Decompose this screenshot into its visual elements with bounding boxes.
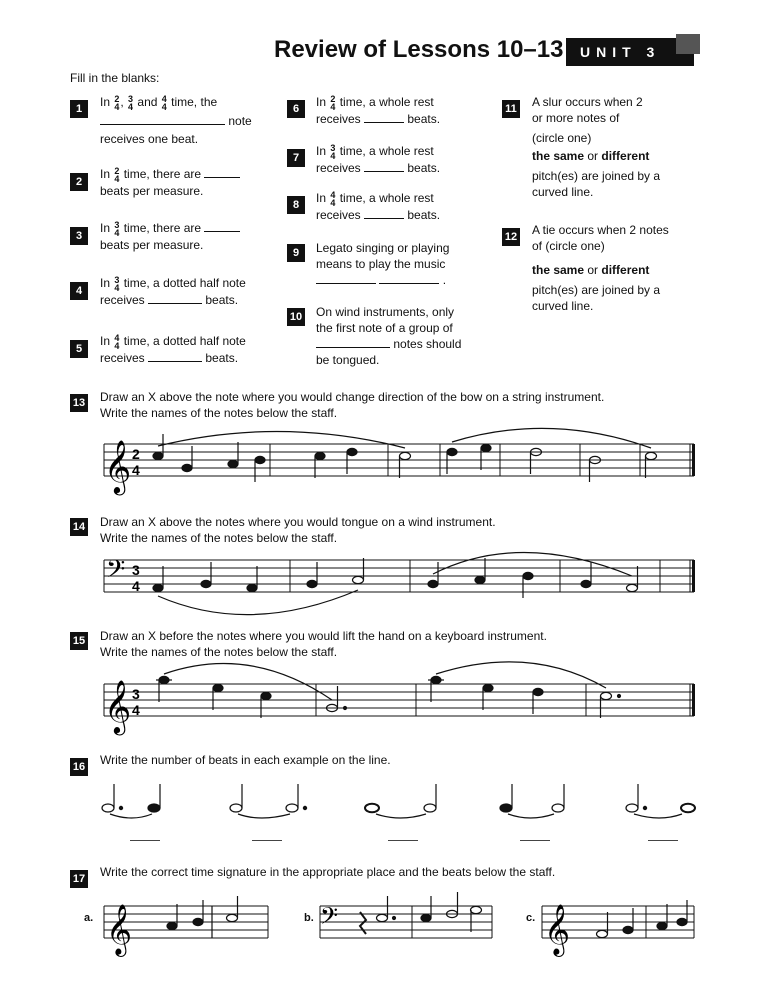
ts-bottom: 4 (114, 227, 120, 238)
time-signature (114, 167, 119, 183)
text: time, a whole rest (339, 95, 434, 109)
notes (153, 434, 657, 482)
text: beats. (407, 111, 441, 126)
text: note (228, 113, 252, 128)
question-number: 11 (502, 100, 520, 118)
time-signature (162, 95, 167, 111)
answer-blank[interactable] (148, 351, 202, 362)
text: beats. (407, 160, 441, 175)
section-15-instructions (100, 628, 547, 660)
text: In (100, 95, 111, 109)
time-signature (128, 95, 133, 111)
text: time, a dotted half note (123, 276, 246, 290)
notes (156, 676, 621, 718)
question-number: 13 (70, 394, 88, 412)
text: In (100, 334, 111, 348)
time-sig-bottom: 4 (132, 578, 140, 594)
text: curved line. (532, 185, 594, 199)
answer-blank[interactable] (364, 161, 404, 172)
text: Write the correct time signature in the appropriate place and the beats below the staff. (100, 865, 556, 879)
text: notes should (393, 337, 462, 351)
question-10 (316, 304, 461, 368)
text: means to play the music (316, 257, 446, 271)
question-12 (532, 222, 669, 314)
text: Draw an X before the notes where you would lift the hand on a keyboard instrument. (100, 629, 547, 643)
ts-top: 2 (114, 93, 120, 104)
question-number: 9 (287, 244, 305, 262)
question-8 (316, 190, 440, 223)
time-sig-top: 3 (132, 686, 140, 702)
ts-top: 3 (114, 219, 120, 230)
text: time, the (171, 95, 218, 109)
question-number: 7 (287, 149, 305, 167)
text: or (587, 263, 599, 277)
section-17-instructions (100, 864, 555, 880)
ts-bottom: 4 (114, 173, 120, 184)
text: of (circle one) (532, 239, 605, 253)
text: time, a whole rest (339, 191, 434, 205)
text: beats. (205, 350, 239, 365)
ts-top: 3 (128, 93, 134, 104)
staff-17a (100, 896, 270, 956)
time-signature (114, 95, 119, 111)
question-3 (100, 220, 240, 253)
time-sig-bottom: 4 (132, 702, 140, 718)
text: time, a whole rest (339, 144, 434, 158)
question-7 (316, 143, 440, 176)
question-number: 16 (70, 758, 88, 776)
question-5 (100, 333, 246, 366)
question-number: 6 (287, 100, 305, 118)
question-number: 4 (70, 282, 88, 300)
text: beats. (407, 207, 441, 222)
time-sig-top: 3 (132, 562, 140, 578)
text: time, there are (123, 221, 202, 235)
text: or more notes of (532, 111, 620, 125)
time-sig-top: 2 (132, 446, 140, 462)
text: In (100, 276, 111, 290)
answer-blank[interactable] (364, 208, 404, 219)
slurs (158, 428, 651, 448)
text: A slur occurs when 2 (532, 95, 643, 109)
text: receives (316, 160, 361, 175)
text: beats per measure. (100, 237, 204, 252)
ts-bottom: 4 (161, 101, 167, 112)
text: Legato singing or playing (316, 241, 450, 255)
text: In (316, 95, 327, 109)
label-c: c. (526, 912, 536, 924)
question-number: 1 (70, 100, 88, 118)
text: beats per measure. (100, 183, 204, 198)
bass-clef-icon: 𝄢 (320, 902, 339, 935)
question-number: 2 (70, 173, 88, 191)
bass-clef-icon: 𝄢 (106, 555, 126, 590)
time-signature (114, 276, 119, 292)
text: In (100, 221, 111, 235)
staff-13 (100, 434, 700, 504)
treble-clef-icon: 𝄞 (104, 679, 132, 733)
text: A tie occurs when 2 notes (532, 223, 669, 237)
text: or (587, 149, 599, 163)
text: Write the number of beats in each example on the line. (100, 753, 391, 767)
text: Write the names of the notes below the staff. (100, 645, 338, 659)
answer-blank[interactable] (316, 337, 390, 348)
question-number: 12 (502, 228, 520, 246)
treble-clef-icon: 𝄞 (104, 439, 132, 493)
ts-top: 2 (114, 165, 120, 176)
text: curved line. (532, 299, 594, 313)
text: Draw an X above the notes where you would tongue on a wind instrument. (100, 515, 496, 529)
text: pitch(es) are joined by a (532, 283, 661, 297)
ts-top: 3 (330, 142, 336, 153)
ts-top: 2 (330, 93, 336, 104)
text: In (316, 144, 327, 158)
text: the first note of a group of (316, 321, 453, 335)
text: In (100, 167, 111, 181)
answer-blank[interactable] (379, 273, 439, 284)
treble-clef-icon: 𝄞 (106, 904, 133, 955)
answer-blank[interactable] (204, 221, 240, 232)
question-6 (316, 94, 440, 127)
time-signature (330, 191, 335, 207)
staff-17b (316, 896, 496, 956)
ts-bottom: 4 (330, 197, 336, 208)
answer-blank[interactable] (148, 293, 202, 304)
ts-bottom: 4 (114, 101, 120, 112)
answer-blank[interactable] (520, 840, 550, 841)
answer-blank[interactable] (364, 112, 404, 123)
choice-same[interactable]: the same (532, 263, 585, 277)
question-11 (532, 94, 660, 200)
question-number: 17 (70, 870, 88, 888)
time-sig-bottom: 4 (132, 462, 140, 478)
page-title: Review of Lessons 10–13 (274, 36, 564, 63)
ts-top: 3 (114, 274, 120, 285)
text: receives (100, 350, 145, 365)
choice-different[interactable]: different (601, 263, 650, 277)
text: receives (316, 111, 361, 126)
choice-same[interactable]: the same (532, 149, 585, 163)
text: beats. (205, 292, 239, 307)
time-signature (330, 95, 335, 111)
text: Write the names of the notes below the staff. (100, 531, 338, 545)
answer-blank[interactable] (316, 273, 376, 284)
answer-blank[interactable] (204, 167, 240, 178)
section-14-instructions (100, 514, 496, 546)
text: (circle one) (532, 131, 592, 145)
question-number: 3 (70, 227, 88, 245)
question-number: 5 (70, 340, 88, 358)
time-signature (114, 334, 119, 350)
question-2 (100, 166, 240, 199)
unit-banner: UNIT 3 (566, 38, 694, 66)
ts-top: 4 (330, 189, 336, 200)
ts-bottom: 4 (330, 150, 336, 161)
text: time, a dotted half note (123, 334, 246, 348)
page-number-tab (676, 34, 700, 54)
section-16-instructions (100, 752, 391, 768)
text: On wind instruments, only (316, 305, 455, 319)
ts-bottom: 4 (128, 101, 134, 112)
ts-bottom: 4 (114, 282, 120, 293)
ts-top: 4 (114, 332, 120, 343)
text: receives (100, 292, 145, 307)
question-number: 10 (287, 308, 305, 326)
question-1: In 2 4 , 3 4 and 4 4 time, the note receives one beat. (100, 93, 252, 146)
answer-blank[interactable] (648, 840, 678, 841)
rhythm-examples (100, 780, 700, 820)
staff-15 (100, 674, 700, 744)
answer-blank[interactable] (388, 840, 418, 841)
label-b: b. (304, 912, 314, 924)
ts-bottom: 4 (330, 101, 336, 112)
answer-blank[interactable] (130, 840, 160, 841)
text: time, there are (123, 167, 202, 181)
text: Draw an X above the note where you would change direction of the bow on a string instrument. (100, 390, 605, 404)
question-number: 8 (287, 196, 305, 214)
time-signature (330, 144, 335, 160)
time-signature (114, 221, 119, 237)
instructions: Fill in the blanks: (70, 71, 160, 85)
question-number: 14 (70, 518, 88, 536)
section-13-instructions (100, 389, 604, 421)
text: and (137, 95, 158, 109)
text: In (316, 191, 327, 205)
label-a: a. (84, 912, 94, 924)
text: receives (316, 207, 361, 222)
ts-top: 4 (161, 93, 167, 104)
answer-blank[interactable] (100, 114, 225, 125)
question-9 (316, 240, 449, 288)
text: . (442, 273, 447, 287)
text: pitch(es) are joined by a (532, 169, 661, 183)
answer-blank[interactable] (252, 840, 282, 841)
question-4 (100, 275, 246, 308)
question-number: 15 (70, 632, 88, 650)
text: be tongued. (316, 353, 380, 367)
text: receives one beat. (100, 131, 199, 146)
ts-bottom: 4 (114, 340, 120, 351)
choice-different[interactable]: different (601, 149, 650, 163)
staff-17c (538, 896, 698, 956)
staff-14 (100, 550, 700, 620)
treble-clef-icon: 𝄞 (544, 904, 571, 955)
text: Write the names of the notes below the staff. (100, 406, 338, 420)
